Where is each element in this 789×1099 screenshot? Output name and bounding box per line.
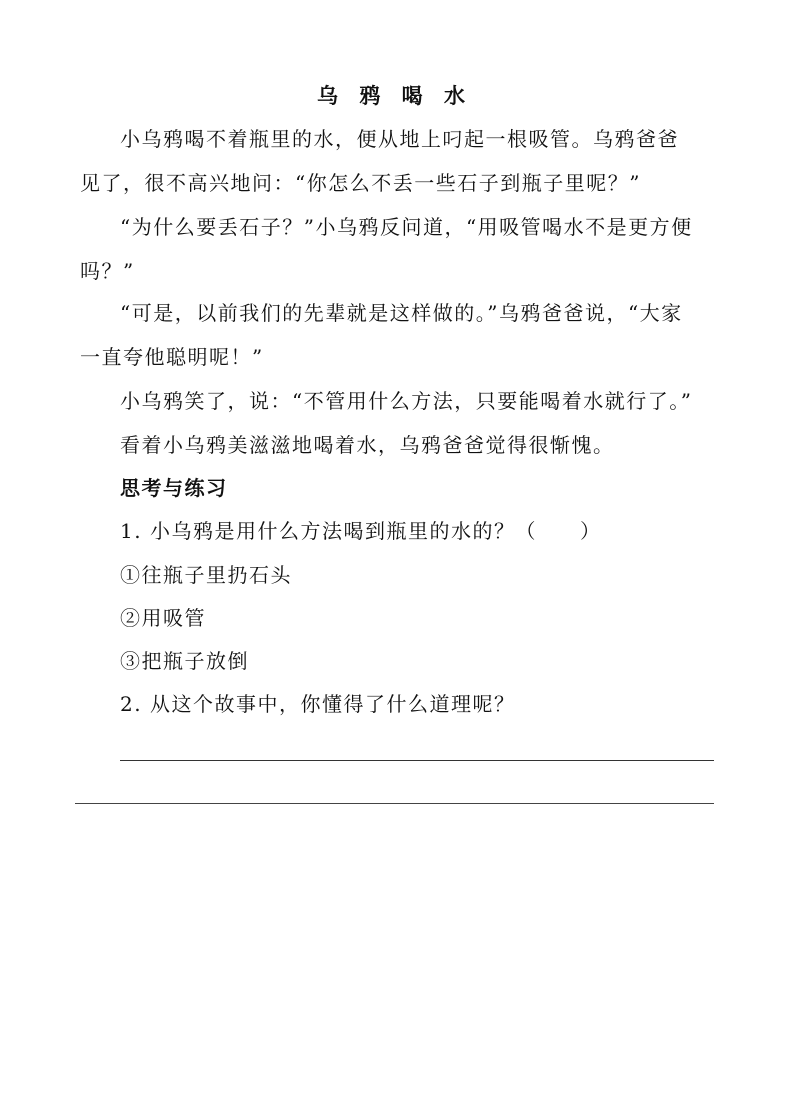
story-line: 看着小乌鸦美滋滋地喝着水，乌鸦爸爸觉得很惭愧。	[120, 433, 615, 457]
story-line: 一直夸他聪明呢！”	[80, 345, 264, 369]
story-line: 见了，很不高兴地问：“你怎么不丢一些石子到瓶子里呢？”	[80, 171, 641, 195]
question-1: 1. 小乌鸦是用什么方法喝到瓶里的水的？（ ）	[120, 519, 602, 543]
page-divider	[75, 803, 714, 804]
exercise-heading: 思考与练习	[120, 476, 228, 500]
story-line: 小乌鸦喝不着瓶里的水，便从地上叼起一根吸管。乌鸦爸爸	[120, 127, 679, 151]
story-line: “可是，以前我们的先辈就是这样做的。”乌鸦爸爸说，“大家	[120, 301, 683, 325]
page-title: 乌 鸦 喝 水	[317, 84, 472, 108]
story-line: 小乌鸦笑了，说：“不管用什么方法，只要能喝着水就行了。”	[120, 389, 693, 413]
question-2: 2. 从这个故事中，你懂得了什么道理呢？	[120, 692, 516, 716]
story-line: 吗？”	[80, 259, 135, 283]
answer-line[interactable]	[120, 760, 714, 761]
option-2: ②用吸管	[120, 606, 206, 630]
option-1: ①往瓶子里扔石头	[120, 563, 292, 587]
story-line: “为什么要丢石子？”小乌鸦反问道，“用吸管喝水不是更方便	[120, 215, 693, 239]
option-3: ③把瓶子放倒	[120, 649, 249, 673]
